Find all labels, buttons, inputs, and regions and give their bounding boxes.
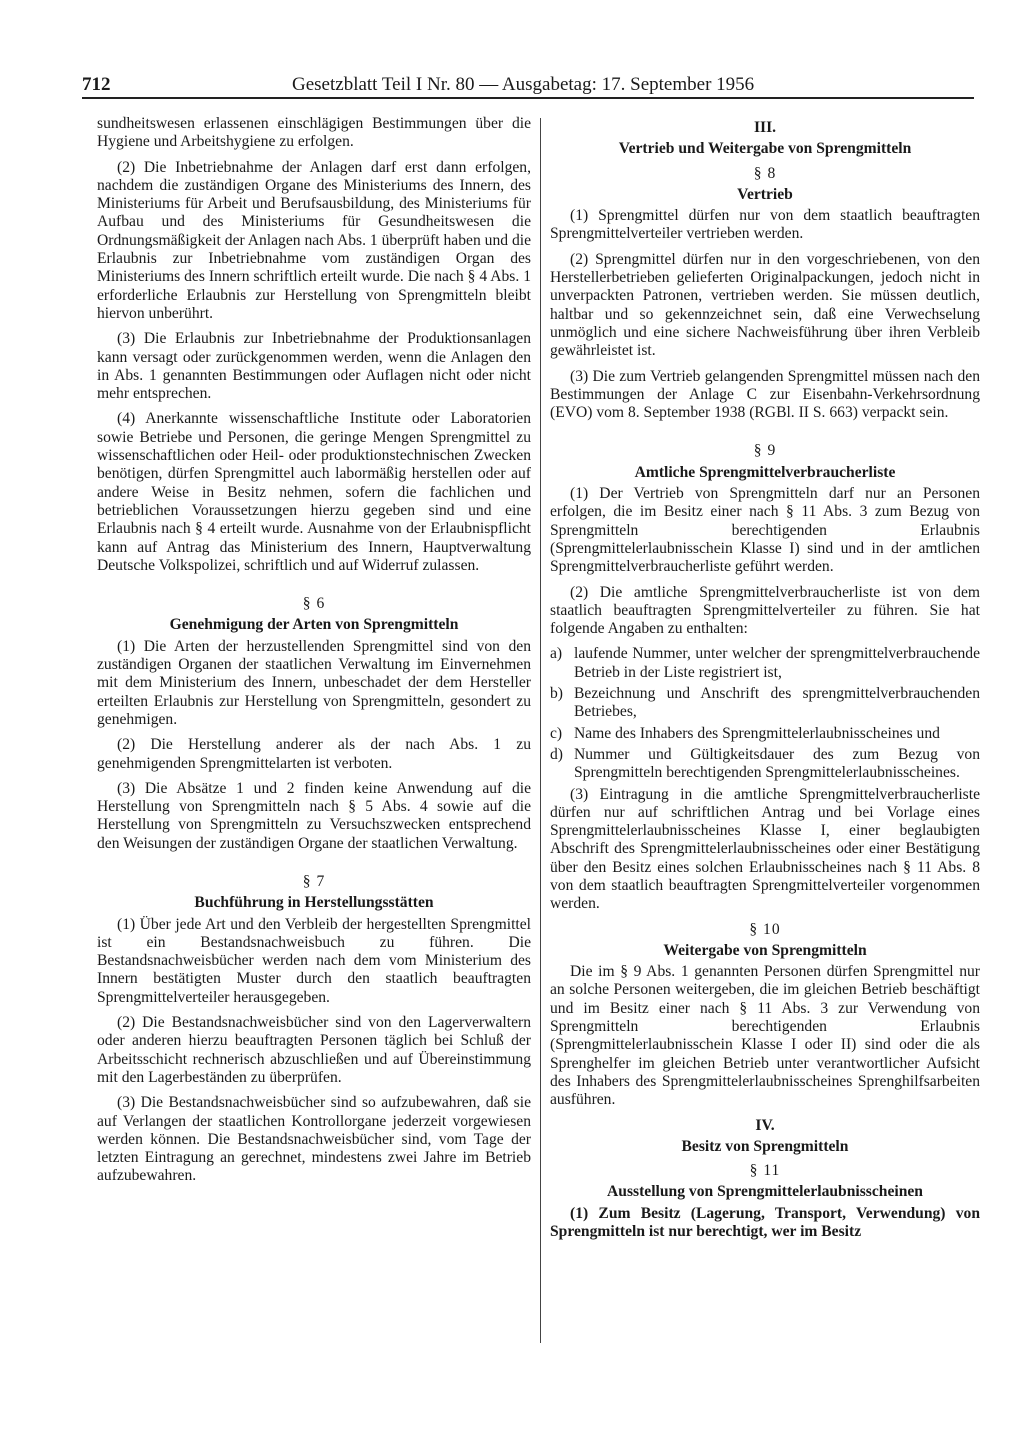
- list-text: Nummer und Gültigkeitsdauer des zum Bezug von Sprengmitteln berechtigenden Sprengmittelerlaubnisscheines.: [574, 745, 980, 782]
- list-label: d): [550, 745, 563, 763]
- paragraph: (1) Über jede Art und den Verbleib der hergestellten Sprengmittel ist ein Bestandsnachweisbuch zu führen. Die Bestandsnachweisbücher werden nach dem vom Ministerium des Innern bestätigten Muster durch den staatlich beauftragten Sprengmittelverteiler herausgegeben.: [97, 915, 531, 1006]
- paragraph: (1) Sprengmittel dürfen nur von dem staatlich beauftragten Sprengmittelverteiler vertrieben werden.: [550, 207, 980, 243]
- list-label: b): [550, 685, 563, 703]
- list-label: c): [550, 724, 563, 742]
- paragraph: sundheitswesen erlassenen einschlägigen Bestimmungen über die Hygiene und Arbeitshygiene zu erfolgen.: [97, 115, 531, 151]
- paragraph: (3) Die Absätze 1 und 2 finden keine Anwendung auf die Herstellung von Sprengmitteln nach § 5 Abs. 4 sowie auf die Herstellung von Sprengmitteln zu Versuchszwecken entsprechend den Weisungen der zuständigen Organe der staatlichen Verwaltung.: [97, 779, 531, 852]
- list-item: [550, 725, 980, 743]
- list-label: a): [550, 645, 563, 663]
- paragraph: (2) Die Bestandsnachweisbücher sind von den Lagerverwaltern oder anderen hierzu beauftragten Personen täglich bei Schluß der Arbeitsschicht rechnerisch abzuschließen und auf Übereinstimmung mit den Lagerbeständen zu überprüfen.: [97, 1014, 531, 1086]
- header-rule: [82, 97, 974, 99]
- paragraph: (3) Eintragung in die amtliche Sprengmittelverbraucherliste dürfen nur auf schriftlichen Antrag und bei Vorlage eines Sprengmittelerlaubnisscheines Klasse I, einer beglaubigten Abschrift des Sprengmittelerlaubnisscheines oder einer Bestätigung über den Besitz eines solchen Erlaubnisscheines nach § 11 Abs. 8 von dem staatlich beauftragten Sprengmittelverteiler vorgenommen werden.: [550, 785, 980, 913]
- paragraph: Die im § 9 Abs. 1 genannten Personen dürfen Sprengmittel nur an solche Personen weitergeben, die im gleichen Betrieb beschäftigt und im Besitz einer nach § 11 Abs. 3 zur Verwendung von Sprengmitteln berechtigenden Erlaubnis (Sprengmittelerlaubnisschein Klasse I oder II) sind oder die als Sprenghelfer im gleichen Betrieb unter verantwortlicher Aufsicht des Inhabers des Sprengmittelerlaubnisscheines Sprenghilfsarbeiten ausführen.: [550, 963, 980, 1109]
- part-number: III.: [753, 119, 777, 136]
- section-title: Genehmigung der Arten von Sprengmitteln: [169, 616, 459, 634]
- section-number: § 9: [753, 442, 777, 460]
- running-title: Gesetzblatt Teil I Nr. 80 — Ausgabetag: 17. September 1956: [292, 74, 755, 95]
- paragraph: (3) Die Bestandsnachweisbücher sind so aufzubewahren, daß sie auf Verlangen der staatlichen Kontrollorgane jederzeit vorgewiesen werden können. Die Bestandsnachweisbücher sind, vom Tage der letzten Eintragung an gerechnet, mindestens zwei Jahre im Betrieb aufzubewahren.: [97, 1094, 531, 1185]
- paragraph: (4) Anerkannte wissenschaftliche Institute oder Laboratorien sowie Betriebe und Personen, die geringe Mengen Sprengmittel zu wissenschaftlichen oder Heil- oder produktionstechnischen Zwecken benötigen, dürfen Sprengmittel auch labormäßig herstellen oder auf andere Weise in Besitz nehmen, sofern die fachlichen und betrieblichen Voraussetzungen hierzu gegeben sind und eine Erlaubnis nach § 4 erteilt wurde. Ausnahme von der Erlaubnispflicht kann auf Antrag das Ministerium des Innern, Hauptverwaltung Deutsche Volkspolizei, schriftlich und auf Widerruf zulassen.: [97, 410, 531, 574]
- paragraph: (2) Sprengmittel dürfen nur in den vorgeschriebenen, von den Herstellerbetrieben gelieferten Originalpackungen, jedoch nicht in unverpackten Patronen, vertrieben werden. Sie müssen deutlich, haltbar und so gekennzeichnet sein, daß eine Verwechselung unmöglich und eine sichere Nachweisführung über ihren Verbleib gewährleistet ist.: [550, 250, 980, 360]
- paragraph: (3) Die zum Vertrieb gelangenden Sprengmittel müssen nach den Bestimmungen der Anlage C zur Eisenbahn-Verkehrsordnung (EVO) vom 8. September 1938 (RGBl. II S. 663) verpackt sein.: [550, 367, 980, 422]
- section-number: § 8: [753, 164, 777, 182]
- list-item: [550, 746, 980, 783]
- part-number: IV.: [755, 1116, 775, 1134]
- section-number: § 10: [749, 920, 781, 938]
- paragraph: (2) Die Inbetriebnahme der Anlagen darf erst dann erfolgen, nachdem die zuständigen Organe des Ministeriums des Innern, des Ministeriums für Arbeit und Berufsausbildung, des Ministeriums für Aufbau und des Ministeriums für Gesundheitswesen die Ordnungsmäßigkeit der Anlagen nach Abs. 1 überprüft haben und die Erlaubnis zur Inbetriebnahme vom zuständigen Organ des Ministeriums des Innern schriftlich erteilt wurde. Die nach § 4 Abs. 1 erforderliche Erlaubnis zur Herstellung von Sprengmitteln bleibt hiervon unberührt.: [97, 158, 531, 322]
- right-column: [550, 115, 980, 1248]
- paragraph: (1) Der Vertrieb von Sprengmitteln darf nur an Personen erfolgen, die im Besitz einer nach § 11 Abs. 3 zum Bezug von Sprengmitteln berechtigenden Erlaubnis (Sprengmittelerlaubnisschein Klasse I) sind und in der amtlichen Sprengmittelverbraucherliste geführt werden.: [550, 485, 980, 576]
- section-title: Weitergabe von Sprengmitteln: [663, 941, 867, 959]
- section-number: § 6: [302, 595, 326, 613]
- paragraph: (2) Die Herstellung anderer als der nach Abs. 1 zu genehmigenden Sprengmittelarten ist verboten.: [97, 736, 531, 772]
- section-title: Buchführung in Herstellungsstätten: [194, 894, 434, 912]
- list-text: Bezeichnung und Anschrift des sprengmittelverbrauchenden Betriebes,: [574, 685, 980, 721]
- paragraph: (3) Die Erlaubnis zur Inbetriebnahme der Produktionsanlagen kann versagt oder zurückgenommen werden, wenn die Anlagen den in Abs. 1 genannten Bestimmungen oder Auflagen nicht oder nicht mehr entsprechen.: [97, 330, 531, 403]
- paragraph: (1) Zum Besitz (Lagerung, Transport, Verwendung) von Sprengmitteln ist nur berechtigt, wer im Besitz: [550, 1204, 980, 1241]
- paragraph: (2) Die amtliche Sprengmittelverbraucherliste ist von dem staatlich beauftragten Sprengmittelverteiler zu führen. Sie hat folgende Angaben zu enthalten:: [550, 583, 980, 638]
- list-text: laufende Nummer, unter welcher der sprengmittelverbrauchende Betrieb in der Liste registriert ist,: [574, 645, 980, 681]
- section-title: Vertrieb: [737, 185, 793, 203]
- page-number: 712: [82, 74, 111, 95]
- left-column: [97, 115, 531, 1193]
- list-text: Name des Inhabers des Sprengmittelerlaubnisscheines und: [574, 724, 940, 742]
- section-title: Amtliche Sprengmittelverbraucherliste: [634, 463, 896, 481]
- section-number: § 7: [302, 872, 326, 890]
- part-title: Besitz von Sprengmitteln: [681, 1137, 849, 1155]
- section-title: Ausstellung von Sprengmittelerlaubnisscheinen: [607, 1183, 923, 1201]
- section-number: § 11: [749, 1162, 781, 1180]
- list-item: [550, 685, 980, 722]
- column-divider: [540, 118, 541, 1343]
- part-title: Vertrieb und Weitergabe von Sprengmitteln: [618, 140, 912, 158]
- paragraph: (1) Die Arten der herzustellenden Sprengmittel sind von den zuständigen Organen der staatlichen Verwaltung im Einvernehmen mit dem Ministerium des Innern, unbeschadet der dem Hersteller erteilten Erlaubnis zur Herstellung von Sprengmitteln, gesondert zu genehmigen.: [97, 637, 531, 728]
- list-item: [550, 645, 980, 682]
